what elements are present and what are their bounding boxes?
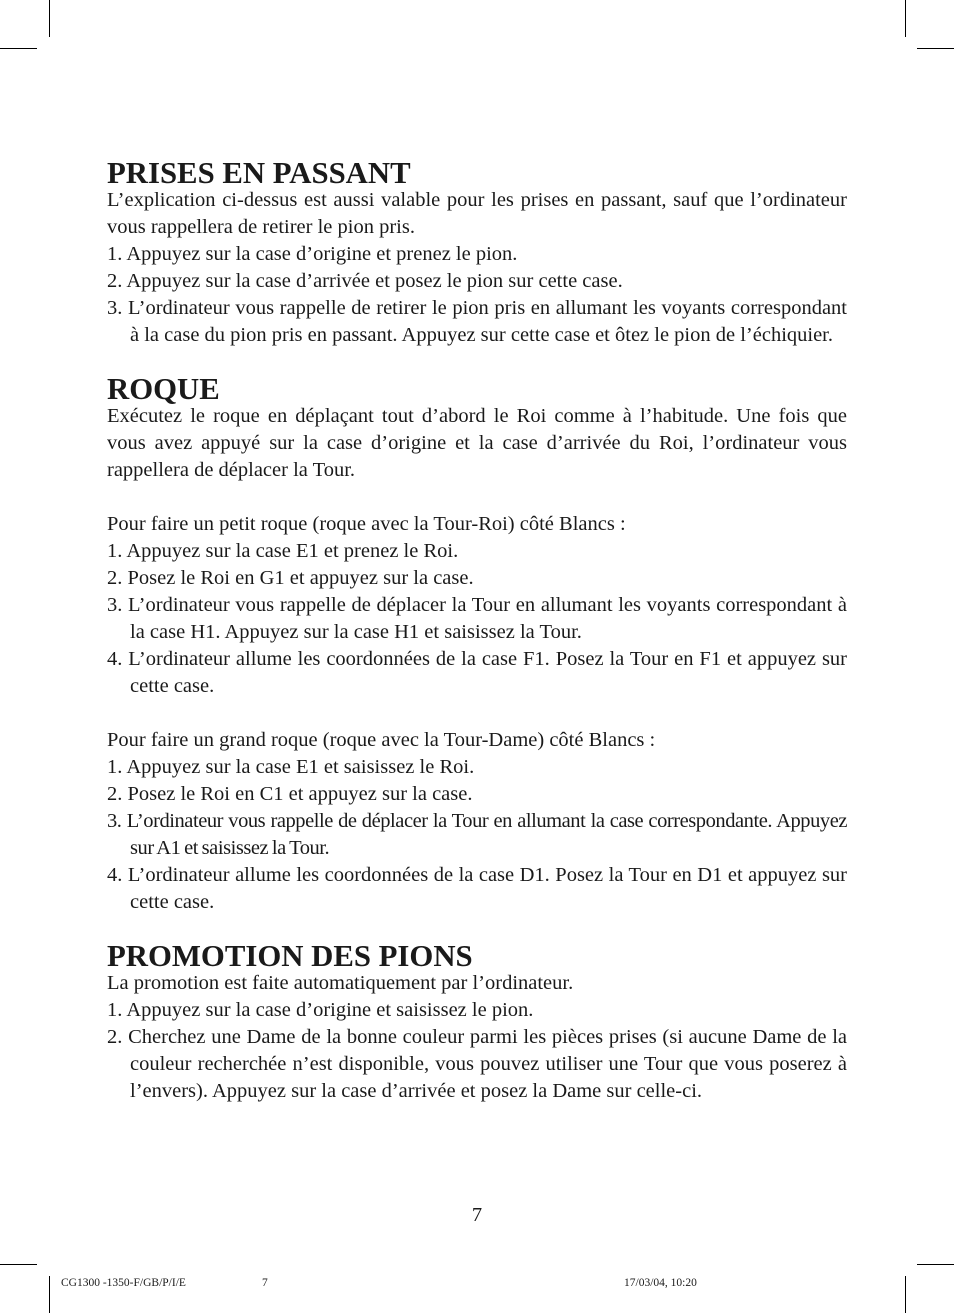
main-text xyxy=(107,156,847,1105)
crop-mark-top-left-h xyxy=(0,48,37,49)
steps-promotion xyxy=(107,997,847,1105)
crop-mark-bottom-left-h xyxy=(0,1264,37,1265)
crop-mark-top-right-v xyxy=(905,0,906,37)
spacer xyxy=(107,484,847,511)
heading-prises-en-passant: PRISES EN PASSANT xyxy=(107,156,411,190)
list-item: 3. L’ordinateur vous rappelle de déplacer la Tour en allumant la case correspondante. Appuyez sur A1 et saisissez la Tour. xyxy=(107,810,847,859)
list-item: 1. Appuyez sur la case E1 et saisissez le Roi. xyxy=(107,756,475,778)
crop-mark-bottom-left-v xyxy=(49,1276,50,1313)
slug-datetime: 17/03/04, 10:20 xyxy=(624,1277,697,1289)
crop-mark-bottom-right-h xyxy=(917,1264,954,1265)
slug-code: CG1300 -1350-F/GB/P/I/E xyxy=(61,1277,186,1289)
list-item: 4. L’ordinateur allume les coordonnées de la case D1. Posez la Tour en D1 et appuyez sur cette case. xyxy=(107,864,847,913)
list-item: 1. Appuyez sur la case d’origine et saisissez le pion. xyxy=(107,999,534,1021)
list-item: 1. Appuyez sur la case d’origine et prenez le pion. xyxy=(107,243,518,265)
steps-petit-roque xyxy=(107,538,847,700)
list-item: 2. Posez le Roi en C1 et appuyez sur la case. xyxy=(107,783,473,805)
heading-roque: ROQUE xyxy=(107,372,220,406)
list-item: 2. Posez le Roi en G1 et appuyez sur la case. xyxy=(107,567,474,589)
crop-mark-top-right-h xyxy=(917,48,954,49)
paragraph-roque-intro: Exécutez le roque en déplaçant tout d’abord le Roi comme à l’habitude. Une fois que vous avez appuyé sur la case d’origine et la case d’arrivée du Roi, l’ordinateur vous rappellera de déplacer la Tour. xyxy=(107,405,847,481)
spacer xyxy=(107,700,847,727)
paragraph-grand-roque-intro: Pour faire un grand roque (roque avec la Tour-Dame) côté Blancs : xyxy=(107,729,656,751)
list-item: 1. Appuyez sur la case E1 et prenez le Roi. xyxy=(107,540,459,562)
page-number: 7 xyxy=(471,1204,483,1226)
paragraph-petit-roque-intro: Pour faire un petit roque (roque avec la Tour-Roi) côté Blancs : xyxy=(107,513,626,535)
crop-mark-bottom-right-v xyxy=(905,1276,906,1313)
list-item: 2. Appuyez sur la case d’arrivée et posez le pion sur cette case. xyxy=(107,270,623,292)
list-item: 2. Cherchez une Dame de la bonne couleur parmi les pièces prises (si aucune Dame de la couleur recherchée n’est disponible, vous pouvez utiliser une Tour que vous poserez à l’envers). Appuyez sur la case d’arrivée et posez la Dame sur celle-ci. xyxy=(107,1026,847,1102)
steps-prises-en-passant xyxy=(107,241,847,349)
list-item: 3. L’ordinateur vous rappelle de déplacer la Tour en allumant les voyants correspondant à la case H1. Appuyez sur la case H1 et saisissez la Tour. xyxy=(107,594,847,643)
list-item: 3. L’ordinateur vous rappelle de retirer le pion pris en allumant les voyants correspondant à la case du pion pris en passant. Appuyez sur cette case et ôtez le pion de l’échiquier. xyxy=(107,297,847,346)
heading-promotion: PROMOTION DES PIONS xyxy=(107,939,473,973)
crop-mark-top-left-v xyxy=(49,0,50,37)
list-item: 4. L’ordinateur allume les coordonnées de la case F1. Posez la Tour en F1 et appuyez sur cette case. xyxy=(107,648,847,697)
steps-grand-roque xyxy=(107,754,847,916)
paragraph-prises-intro: L’explication ci-dessus est aussi valable pour les prises en passant, sauf que l’ordinateur vous rappellera de retirer le pion pris. xyxy=(107,189,847,238)
slug-page: 7 xyxy=(262,1277,268,1289)
paragraph-promotion-intro: La promotion est faite automatiquement par l’ordinateur. xyxy=(107,972,574,994)
